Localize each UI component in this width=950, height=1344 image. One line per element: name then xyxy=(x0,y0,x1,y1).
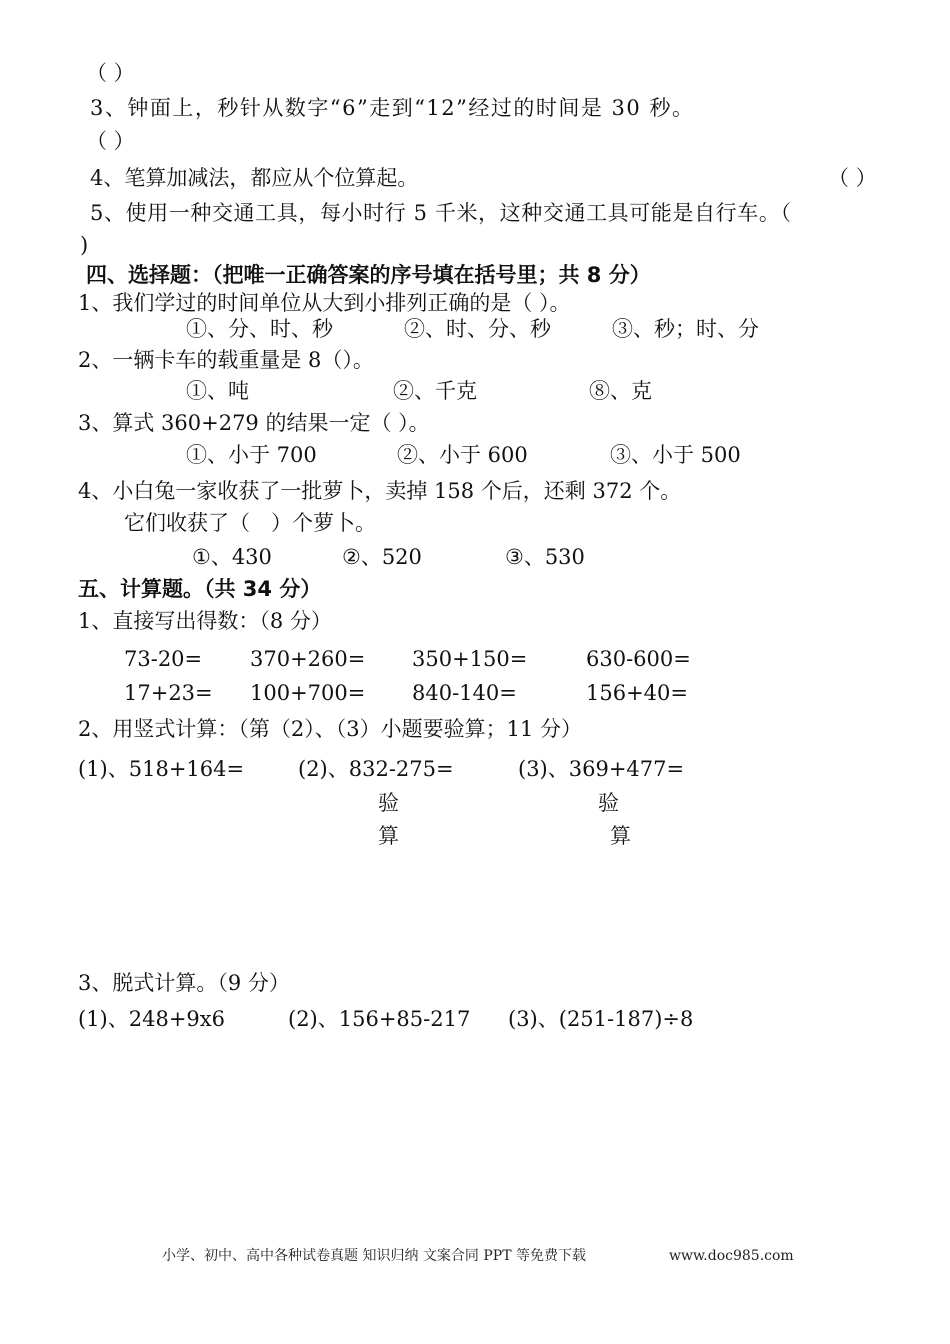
calc-p2-item-2: (2)、832-275= xyxy=(298,757,454,781)
check-label-2-bottom: 算 xyxy=(378,824,399,848)
calc-p1-r2-c2: 100+700= xyxy=(250,681,366,705)
calc-heading: 五、计算题。（共 34 分） xyxy=(78,577,322,601)
choice-q3-option-2: ②、小于 600 xyxy=(397,443,528,467)
choice-q4: 4、小白兔一家收获了一批萝卜，卖掉 158 个后，还剩 372 个。 xyxy=(78,479,682,503)
choice-q1-option-2: ②、时、分、秒 xyxy=(404,317,551,341)
calc-p2-item-3: (3)、369+477= xyxy=(518,757,685,781)
check-label-3-bottom: 算 xyxy=(610,824,631,848)
choice-heading: 四、选择题：（把唯一正确答案的序号填在括号里；共 8 分） xyxy=(86,263,651,287)
check-label-2-top: 验 xyxy=(378,791,399,815)
calc-part1-title: 1、直接写出得数：（8 分） xyxy=(78,609,332,633)
choice-q2-option-3: ⑧、克 xyxy=(589,379,652,403)
calc-p1-r2-c3: 840-140= xyxy=(412,681,517,705)
choice-q4-line2: 它们收获了（ ）个萝卜。 xyxy=(124,511,376,535)
judge-q3-paren: （ ） xyxy=(86,129,135,153)
calc-p1-r1-c4: 630-600= xyxy=(586,647,691,671)
choice-q4-option-1: ①、430 xyxy=(192,545,272,569)
calc-p1-r2-c1: 17+23= xyxy=(124,681,213,705)
choice-q1: 1、我们学过的时间单位从大到小排列正确的是（ ）。 xyxy=(78,291,571,315)
choice-q1-option-1: ①、分、时、秒 xyxy=(186,317,333,341)
choice-q3-option-1: ①、小于 700 xyxy=(186,443,317,467)
calc-part3-title: 3、脱式计算。（9 分） xyxy=(78,971,290,995)
choice-q4-option-3: ③、530 xyxy=(505,545,585,569)
choice-q4-option-2: ②、520 xyxy=(342,545,422,569)
choice-q3: 3、算式 360+279 的结果一定（ ）。 xyxy=(78,411,430,435)
calc-p3-item-3: (3)、(251-187)÷8 xyxy=(508,1007,694,1031)
paren-top: （ ） xyxy=(86,61,135,85)
calc-part2-title: 2、用竖式计算：（第（2）、（3）小题要验算；11 分） xyxy=(78,717,582,741)
calc-p1-r1-c1: 73-20= xyxy=(124,647,203,671)
calc-p1-r1-c2: 370+260= xyxy=(250,647,366,671)
calc-p1-r1-c3: 350+150= xyxy=(412,647,528,671)
judge-q4-paren: （ ） xyxy=(828,166,877,190)
judge-q4: 4、笔算加减法，都应从个位算起。 xyxy=(90,166,419,190)
choice-q2-option-1: ①、吨 xyxy=(186,379,249,403)
calc-p2-item-1: (1)、518+164= xyxy=(78,757,245,781)
choice-q2: 2、一辆卡车的载重量是 8（）。 xyxy=(78,348,374,372)
calc-p3-item-2: (2)、156+85-217 xyxy=(288,1007,471,1031)
calc-p1-r2-c4: 156+40= xyxy=(586,681,688,705)
choice-q1-option-3: ③、秒；时、分 xyxy=(612,317,759,341)
judge-q5-close: ) xyxy=(80,233,89,257)
choice-q2-option-2: ②、千克 xyxy=(393,379,477,403)
footer-text: 小学、初中、高中各种试卷真题 知识归纳 文案合同 PPT 等免费下载 xyxy=(162,1248,586,1264)
check-label-3-top: 验 xyxy=(598,791,619,815)
judge-q3: 3、钟面上，秒针从数字“6”走到“12”经过的时间是 30 秒。 xyxy=(90,96,695,120)
choice-q3-option-3: ③、小于 500 xyxy=(610,443,741,467)
footer-url[interactable]: www.doc985.com xyxy=(669,1248,794,1264)
judge-q5: 5、使用一种交通工具，每小时行 5 千米，这种交通工具可能是自行车。（ xyxy=(90,201,792,225)
calc-p3-item-1: (1)、248+9x6 xyxy=(78,1007,225,1031)
